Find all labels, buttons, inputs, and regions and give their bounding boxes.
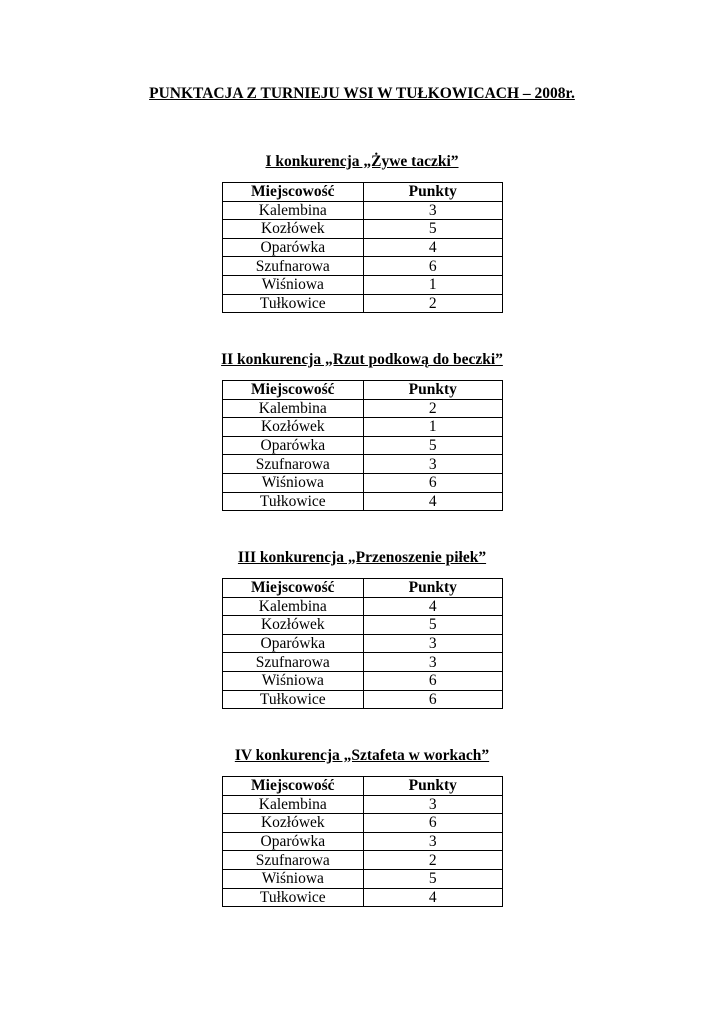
place-cell: Kozłówek: [223, 418, 364, 437]
column-header-place: Miejscowość: [223, 381, 364, 400]
table-row: [223, 257, 503, 276]
place-cell: Oparówka: [223, 436, 364, 455]
column-header-points: Punkty: [363, 579, 502, 598]
table-row: [223, 473, 503, 492]
points-cell: 5: [363, 869, 502, 888]
competition-title: III konkurencja „Przenoszenie piłek”: [237, 549, 487, 566]
points-cell: 3: [363, 795, 502, 814]
column-header-place: Miejscowość: [223, 777, 364, 796]
table-row: [223, 238, 503, 257]
points-cell: 5: [363, 616, 502, 635]
table-row: [223, 795, 503, 814]
points-cell: 1: [363, 275, 502, 294]
place-cell: Tułkowice: [223, 690, 364, 709]
table-row: [223, 220, 503, 239]
points-cell: 4: [363, 492, 502, 511]
place-cell: Szufnarowa: [223, 851, 364, 870]
points-cell: 2: [363, 851, 502, 870]
points-cell: 6: [363, 473, 502, 492]
column-header-points: Punkty: [363, 381, 502, 400]
points-cell: 3: [363, 455, 502, 474]
table-row: [223, 399, 503, 418]
table-row: [223, 653, 503, 672]
points-cell: 2: [363, 294, 502, 313]
score-table: [222, 182, 503, 313]
document-title: PUNKTACJA Z TURNIEJU WSI W TUŁKOWICACH – 2008r.: [149, 85, 575, 102]
table-row: [223, 690, 503, 709]
points-cell: 2: [363, 399, 502, 418]
points-cell: 6: [363, 690, 502, 709]
place-cell: Szufnarowa: [223, 257, 364, 276]
table-row: [223, 634, 503, 653]
table-row: [223, 597, 503, 616]
competition-section: [0, 548, 724, 708]
competition-section: [0, 152, 724, 312]
points-cell: 3: [363, 201, 502, 220]
table-row: [223, 814, 503, 833]
table-row: [223, 616, 503, 635]
place-cell: Wiśniowa: [223, 473, 364, 492]
points-cell: 5: [363, 220, 502, 239]
place-cell: Wiśniowa: [223, 869, 364, 888]
points-cell: 3: [363, 653, 502, 672]
place-cell: Wiśniowa: [223, 671, 364, 690]
place-cell: Kozłówek: [223, 814, 364, 833]
score-table: [222, 380, 503, 511]
points-cell: 5: [363, 436, 502, 455]
table-row: [223, 671, 503, 690]
points-cell: 4: [363, 597, 502, 616]
place-cell: Kalembina: [223, 399, 364, 418]
points-cell: 6: [363, 671, 502, 690]
place-cell: Kalembina: [223, 597, 364, 616]
score-table: [222, 776, 503, 907]
table-row: [223, 418, 503, 437]
place-cell: Wiśniowa: [223, 275, 364, 294]
table-header-row: [223, 777, 503, 796]
table-row: [223, 888, 503, 907]
place-cell: Szufnarowa: [223, 455, 364, 474]
place-cell: Kalembina: [223, 201, 364, 220]
points-cell: 1: [363, 418, 502, 437]
table-row: [223, 436, 503, 455]
column-header-place: Miejscowość: [223, 579, 364, 598]
score-table: [222, 578, 503, 709]
points-cell: 6: [363, 814, 502, 833]
table-row: [223, 294, 503, 313]
table-header-row: [223, 381, 503, 400]
table-header-row: [223, 579, 503, 598]
place-cell: Oparówka: [223, 238, 364, 257]
points-cell: 4: [363, 238, 502, 257]
column-header-points: Punkty: [363, 183, 502, 202]
place-cell: Szufnarowa: [223, 653, 364, 672]
place-cell: Oparówka: [223, 832, 364, 851]
points-cell: 3: [363, 634, 502, 653]
competition-section: [0, 350, 724, 510]
table-row: [223, 851, 503, 870]
column-header-points: Punkty: [363, 777, 502, 796]
points-cell: 4: [363, 888, 502, 907]
competition-title: IV konkurencja „Sztafeta w workach”: [234, 747, 490, 764]
column-header-place: Miejscowość: [223, 183, 364, 202]
table-row: [223, 201, 503, 220]
table-row: [223, 492, 503, 511]
table-row: [223, 275, 503, 294]
points-cell: 3: [363, 832, 502, 851]
place-cell: Kozłówek: [223, 616, 364, 635]
table-row: [223, 832, 503, 851]
points-cell: 6: [363, 257, 502, 276]
competition-title: I konkurencja „Żywe taczki”: [265, 153, 459, 170]
table-row: [223, 455, 503, 474]
place-cell: Kalembina: [223, 795, 364, 814]
competition-title: II konkurencja „Rzut podkową do beczki”: [221, 351, 503, 368]
place-cell: Tułkowice: [223, 888, 364, 907]
table-row: [223, 869, 503, 888]
place-cell: Kozłówek: [223, 220, 364, 239]
place-cell: Tułkowice: [223, 294, 364, 313]
place-cell: Oparówka: [223, 634, 364, 653]
competition-section: [0, 746, 724, 906]
table-header-row: [223, 183, 503, 202]
place-cell: Tułkowice: [223, 492, 364, 511]
